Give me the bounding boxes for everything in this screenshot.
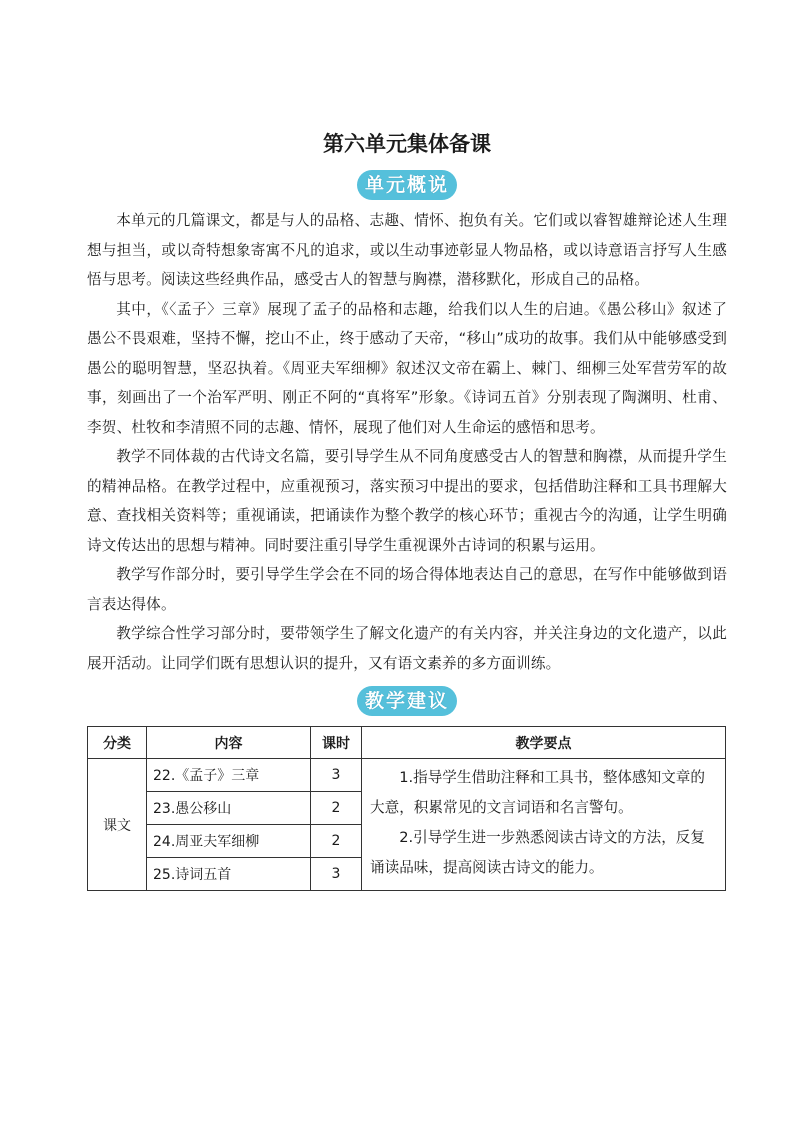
- points-cell: [362, 759, 726, 891]
- suggestion-badge: 教学建议: [357, 686, 457, 716]
- hours-cell: 3: [311, 858, 362, 891]
- header-points: 教学要点: [362, 727, 726, 759]
- suggestion-badge-wrap: [87, 686, 727, 720]
- overview-badge-wrap: [87, 170, 727, 204]
- paragraph: 其中，《〈孟子〉三章》展现了孟子的品格和志趣，给我们以人生的启迪。《愚公移山》叙述了愚公不畏艰难，坚持不懈，挖山不止，终于感动了天帝，“移山”成功的故事。我们从中能够感受到愚公的聪明智慧，坚忍执着。《周亚夫军细柳》叙述汉文帝在霸上、棘门、细柳三处军营劳军的故事，刻画出了一个治军严明、刚正不阿的“真将军”形象。《诗词五首》分别表现了陶渊明、杜甫、李贺、杜牧和李清照不同的志趣、情怀，展现了他们对人生命运的感悟和思考。: [87, 300, 727, 436]
- hours-cell: 3: [311, 759, 362, 792]
- point-item: 1.指导学生借助注释和工具书，整体感知文章的大意，积累常见的文言词语和名言警句。: [370, 769, 705, 816]
- table-header-row: [88, 727, 726, 759]
- hours-cell: 2: [311, 825, 362, 858]
- header-hours: 课时: [311, 727, 362, 759]
- document-page: [87, 128, 727, 891]
- paragraph: 教学综合性学习部分时，要带领学生了解文化遗产的有关内容，并关注身边的文化遗产，以此展开活动。让同学们既有思想认识的提升，又有语文素养的多方面训练。: [87, 625, 727, 672]
- category-cell: 课文: [88, 759, 147, 891]
- hours-cell: 2: [311, 792, 362, 825]
- paragraph: 教学写作部分时，要引导学生学会在不同的场合得体地表达自己的意思，在写作中能够做到语言表达得体。: [87, 566, 727, 613]
- overview-badge: 单元概说: [357, 170, 457, 200]
- header-category: 分类: [88, 727, 147, 759]
- lesson-cell: 22.《孟子》三章: [147, 759, 311, 792]
- lesson-cell: 24.周亚夫军细柳: [147, 825, 311, 858]
- lesson-cell: 23.愚公移山: [147, 792, 311, 825]
- header-content: 内容: [147, 727, 311, 759]
- table-row: [88, 759, 726, 792]
- lesson-cell: 25.诗词五首: [147, 858, 311, 891]
- paragraph: 教学不同体裁的古代诗文名篇，要引导学生从不同角度感受古人的智慧和胸襟，从而提升学生的精神品格。在教学过程中，应重视预习，落实预习中提出的要求，包括借助注释和工具书理解大意、查找相关资料等；重视诵读，把诵读作为整个教学的核心环节；重视古今的沟通，让学生明确诗文传达出的思想与精神。同时要注重引导学生重视课外古诗词的积累与运用。: [87, 448, 727, 554]
- page-title: 第六单元集体备课: [323, 131, 491, 156]
- point-item: 2.引导学生进一步熟悉阅读古诗文的方法，反复诵读品味，提高阅读古诗文的能力。: [370, 829, 705, 876]
- overview-text: [87, 206, 727, 678]
- paragraph: 本单元的几篇课文，都是与人的品格、志趣、情怀、抱负有关。它们或以睿智雄辩论述人生理想与担当，或以奇特想象寄寓不凡的追求，或以生动事迹彰显人物品格，或以诗意语言抒写人生感悟与思考。阅读这些经典作品，感受古人的智慧与胸襟，潜移默化，形成自己的品格。: [87, 212, 727, 288]
- teaching-table: [87, 726, 726, 891]
